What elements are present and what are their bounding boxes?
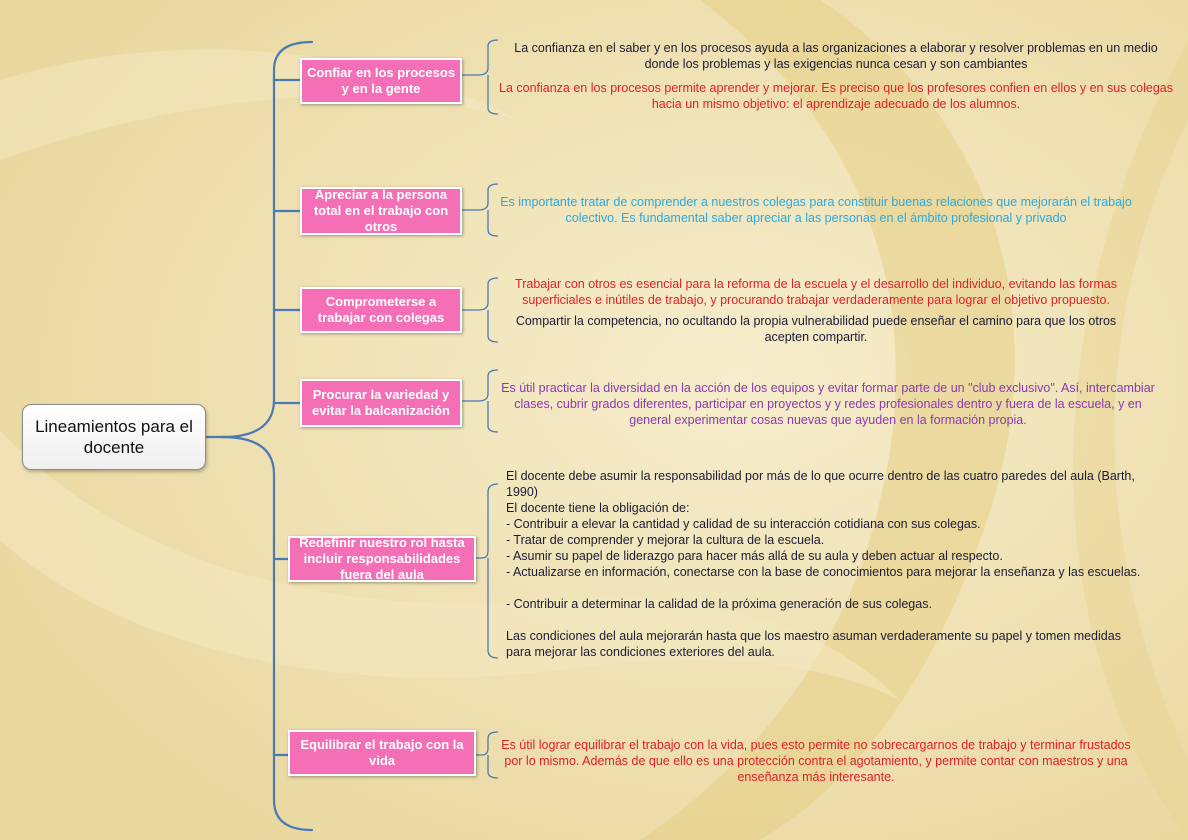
topic-apreciar[interactable] [300,187,462,235]
note-apreciar-1: Es importante tratar de comprender a nuestros colegas para constituir buenas relaciones que mejorarán el trabajo colectivo. Es fundamental saber apreciar a las personas en el ámbito profesional y privado [500,195,1132,225]
note-brace-3 [462,278,498,342]
topic-label: Procurar la variedad y evitar la balcanización [311,387,450,418]
topic-label: Confiar en los procesos y en la gente [306,65,456,96]
note-redefinir-4: - Tratar de comprender y mejorar la cultura de la escuela. [506,533,825,547]
root-label: Lineamientos para el docente [35,417,193,457]
note-confiar-2: La confianza en los procesos permite aprender y mejorar. Es preciso que los profesores confien en ellos y en sus colegas hacia un mismo objetivo: el aprendizaje adecuado de los alumnos. [499,81,1173,111]
note-redefinir-2: El docente tiene la obligación de: [506,501,690,515]
topic-label: Comprometerse a trabajar con colegas [317,294,445,325]
topic-label: Equilibrar el trabajo con la vida [300,737,464,768]
topic-redefinir[interactable] [288,536,476,582]
topic-variedad[interactable] [300,379,462,427]
note-confiar-1: La confianza en el saber y en los procesos ayuda a las organizaciones a elaborar y resolver problemas en un medio donde los problemas y las exigencias nunca cesan y son cambiantes [514,41,1158,71]
note-redefinir-3: - Contribuir a elevar la cantidad y calidad de su interacción cotidiana con sus colegas. [506,517,981,531]
note-equilibrar-1: Es útil lograr equilibrar el trabajo con la vida, pues esto permite no sobrecargarnos de trabajo y terminar frustados por lo mismo. Además de que ello es una protección contra el agotamiento, y permite contar con maestros y una enseñanza más interesante. [501,738,1131,784]
note-redefinir-5: - Asumir su papel de liderazgo para hacer más allá de su aula y deben actuar al respecto. [506,549,1003,563]
note-comprometerse-1: Trabajar con otros es esencial para la reforma de la escuela y el desarrollo del individuo, evitando las formas superficiales e inútiles de trabajo, y procurando trabajar verdaderamente para lograr el objetivo propuesto. [515,277,1117,307]
topic-equilibrar[interactable] [288,730,476,776]
note-redefinir-7: - Contribuir a determinar la calidad de la próxima generación de sus colegas. [506,597,932,611]
topic-label: Apreciar a la persona total en el trabajo con otros [313,187,449,234]
note-redefinir-6: - Actualizarse en información, conectarse con la base de conocimientos para mejorar la enseñanza y las escuelas. [506,565,1141,579]
topic-label: Redefinir nuestro rol hasta incluir responsabilidades fuera del aula [299,535,465,582]
note-redefinir-1: El docente debe asumir la responsabilidad por más de lo que ocurre dentro de las cuatro paredes del aula (Barth, 1990) [506,469,1135,499]
note-brace-5 [476,484,498,658]
note-brace-2 [462,184,498,236]
note-redefinir-8: Las condiciones del aula mejorarán hasta que los maestro asuman verdaderamente su papel y tomen medidas para mejorar las condiciones exteriores del aula. [506,629,1121,659]
root-node[interactable] [22,404,206,470]
note-brace-1 [462,40,498,114]
topic-confiar[interactable] [300,58,462,104]
note-brace-6 [476,732,498,778]
topic-comprometerse[interactable] [300,287,462,333]
note-variedad-1: Es útil practicar la diversidad en la acción de los equipos y evitar formar parte de un "club exclusivo". Así, intercambiar clases, cubrir grados diferentes, participar en proyectos y y redes profesionales dentro y fuera de la escuela, y en general experimentar cosas nuevas que ayuden en la formación propia. [501,381,1155,427]
note-brace-4 [462,370,498,432]
main-brace [207,42,312,437]
note-comprometerse-2: Compartir la competencia, no ocultando la propia vulnerabilidad puede enseñar el camino para que los otros acepten compartir. [515,314,1117,344]
